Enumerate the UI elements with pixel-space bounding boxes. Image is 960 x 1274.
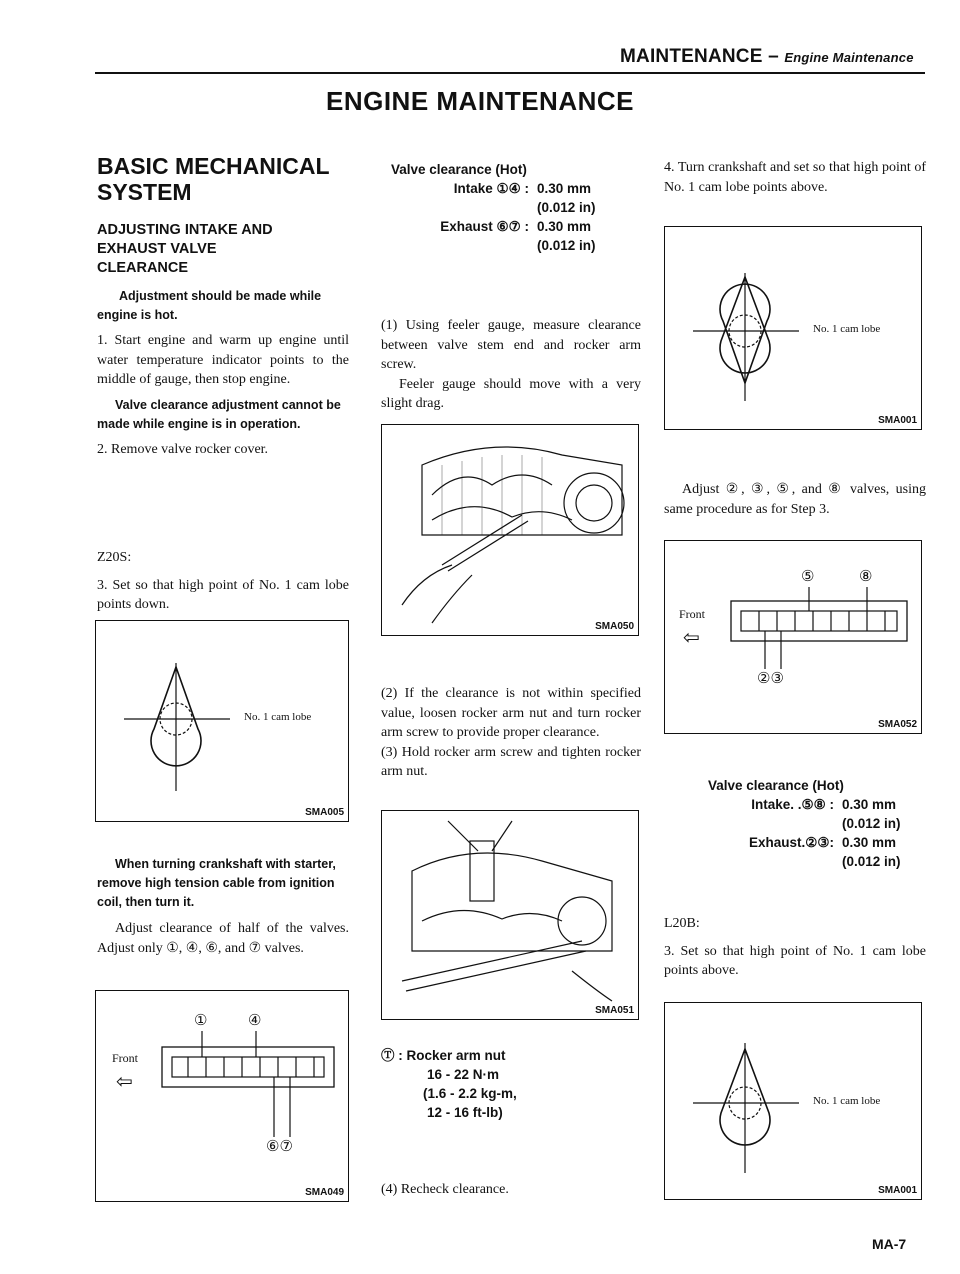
cam-lobe-caption: No. 1 cam lobe [813,1095,881,1107]
header-rule [95,72,925,74]
adjust-half-valves: Adjust clearance of half of the valves. Adjust only ①, ④, ⑥, and ⑦ valves. [97,921,349,956]
camshaft-layout-icon [665,541,921,733]
column-2-recheck [381,1180,641,1200]
front-arrow-icon: ⇦ [116,1071,133,1093]
step-3-l20b: 3. Set so that high point of No. 1 cam lobe points above. [664,943,926,978]
column-2-adjust-steps [381,684,641,782]
cam-lobe-up-icon [665,227,921,429]
spec-exhaust-in: (0.012 in) [537,238,596,253]
front-arrow-icon: ⇦ [683,627,700,649]
step-loosen-nut: (2) If the clearance is not within specified value, loosen rocker arm nut and turn rocker arm screw to provide proper clearance. [381,686,641,740]
spec-exhaust-in: (0.012 in) [842,854,901,869]
front-label: Front [679,607,706,621]
subsection-heading-line2: EXHAUST VALVE [97,241,217,257]
figure-rocker-adjust [381,810,639,1020]
figure-code: SMA049 [305,1187,344,1198]
cam-lobe-caption: No. 1 cam lobe [244,711,312,723]
page-title: ENGINE MAINTENANCE [325,86,634,116]
column-3-step4 [664,158,926,197]
header-main: MAINTENANCE [620,46,763,67]
rocker-adjust-illustration-icon [382,811,638,1019]
torque-kgm: (1.6 - 2.2 kg-m, [423,1086,517,1101]
step-tighten-nut: (3) Hold rocker arm screw and tighten rocker arm nut. [381,744,641,779]
feeler-drag-note: Feeler gauge should move with a very slight drag. [381,376,641,411]
feeler-gauge-illustration-icon [382,425,638,635]
page-number: MA-7 [872,1236,907,1252]
column-1-z20s [97,548,349,615]
cam-lobe-caption: No. 1 cam lobe [813,323,881,335]
figure-code: SMA001 [878,1185,917,1196]
spec-intake: Intake. .⑤⑧ : 0.30 mm [751,797,897,812]
column-1 [97,153,349,459]
step-feeler-gauge: (1) Using feeler gauge, measure clearance between valve stem end and rocker arm screw. [381,318,641,372]
section-heading-line2: SYSTEM [97,179,192,205]
figure-code: SMA052 [878,719,917,730]
model-z20s: Z20S: [97,550,132,565]
figure-cam-lobe-down [95,620,349,822]
subsection-heading-line3: CLEARANCE [97,260,189,276]
valve-5-label: ⑤ [801,569,815,585]
valve-8-label: ⑧ [859,569,873,585]
step-recheck: (4) Recheck clearance. [381,1182,509,1197]
torque-label: Ⓣ : Rocker arm nut [381,1048,506,1063]
column-1-lower [97,855,349,958]
front-label: Front [112,1051,139,1065]
spec-intake-in: (0.012 in) [842,816,901,831]
figure-cam-lobe-up-1 [664,226,922,430]
column-3-l20b [664,914,926,981]
column-2-torque [381,1046,641,1122]
operation-note: Valve clearance adjustment cannot be made while engine is in operation. [97,397,341,431]
valve-1-label: ① [194,1013,208,1029]
spec-exhaust: Exhaust ⑥⑦ : 0.30 mm [440,219,592,234]
column-2-steps [381,316,641,414]
figure-valve-layout-2 [664,540,922,734]
camshaft-layout-icon [96,991,348,1201]
header-dash: – [762,46,785,67]
valve-2-3-label: ②③ [757,671,784,687]
column-3-adjust [664,480,926,519]
valve-4-label: ④ [248,1013,262,1029]
cam-lobe-up-icon [665,1003,921,1199]
figure-code: SMA051 [595,1005,634,1016]
spec-intake: Intake ①④ : 0.30 mm [453,181,592,196]
figure-cam-lobe-up-2 [664,1002,922,1200]
running-header [620,46,914,68]
header-sub: Engine Maintenance [784,50,914,65]
spec-title: Valve clearance (Hot) [708,778,844,793]
subsection-heading-line1: ADJUSTING INTAKE AND [97,222,273,238]
starter-note: When turning crankshaft with starter, remove high tension cable from ignition coil, then turn it. [97,857,336,909]
figure-code: SMA005 [305,807,344,818]
figure-code: SMA050 [595,621,634,632]
spec-intake-in: (0.012 in) [537,200,596,215]
model-l20b: L20B: [664,916,700,931]
step-4: 4. Turn crankshaft and set so that high point of No. 1 cam lobe points above. [664,160,926,195]
column-2-spec [381,160,641,255]
column-3-spec [664,776,926,871]
figure-code: SMA001 [878,415,917,426]
step-1: 1. Start engine and warm up engine until water temperature indicator points to the middle of gauge, then stop engine. [97,333,349,387]
section-heading-line1: BASIC MECHANICAL [97,153,330,179]
step-2: 2. Remove valve rocker cover. [97,441,269,457]
spec-title: Valve clearance (Hot) [391,162,527,177]
spec-exhaust: Exhaust.②③: 0.30 mm [749,835,897,850]
hot-note: Adjustment should be made while engine is hot. [97,289,322,322]
figure-valve-layout-1 [95,990,349,1202]
step-3-z20s: 3. Set so that high point of No. 1 cam lobe points down. [97,577,349,612]
valve-6-7-label: ⑥⑦ [266,1139,293,1155]
torque-nm: 16 - 22 N·m [427,1067,500,1082]
figure-feeler-gauge [381,424,639,636]
adjust-remaining-valves: Adjust ②, ③, ⑤, and ⑧ valves, using same procedure as for Step 3. [664,482,926,517]
torque-ftlb: 12 - 16 ft-lb) [427,1105,503,1120]
